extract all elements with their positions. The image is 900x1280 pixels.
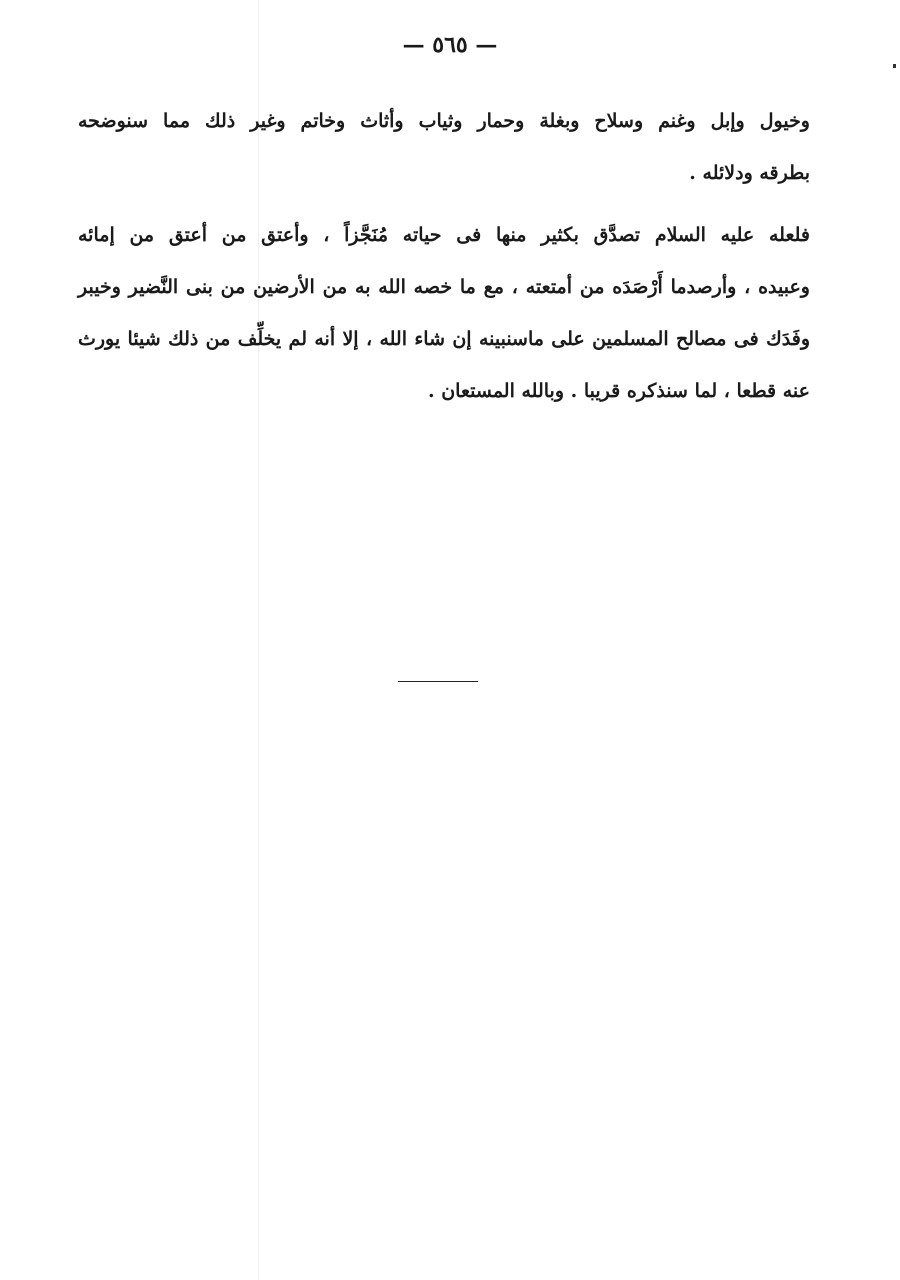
- paragraph-2-line-3: وفَدَك فى مصالح المسلمين على ماسنبينه إن شاء الله ، إلا أنه لم يخلِّف من ذلك شيئا يورث: [78, 328, 810, 350]
- paragraph-2-line-4: عنه قطعا ، لما سنذكره قريبا . وبالله المستعان .: [428, 380, 810, 402]
- paragraph-1-line-1: وخيول وإبل وغنم وسلاح وبغلة وحمار وثياب وأثاث وخاتم وغير ذلك مما سنوضحه: [78, 110, 810, 132]
- scan-edge-mark: [893, 64, 896, 68]
- section-separator-rule: [398, 681, 478, 682]
- paragraph-1: [78, 95, 810, 199]
- paragraph-1-line-2: بطرقه ودلائله .: [689, 162, 810, 184]
- paragraph-2-line-2: وعبيده ، وأرصدما أَرْصَدَه من أمتعته ، مع ما خصه الله به من الأرضين من بنى النَّضير وخيبر: [78, 276, 810, 298]
- paragraph-2: [78, 209, 810, 417]
- paragraph-2-line-1: فلعله عليه السلام تصدَّق بكثير منها فى حياته مُنَجَّزاً ، وأعتق من أعتق من إمائه: [78, 224, 810, 246]
- page-number: — ٥٦٥ —: [402, 32, 498, 58]
